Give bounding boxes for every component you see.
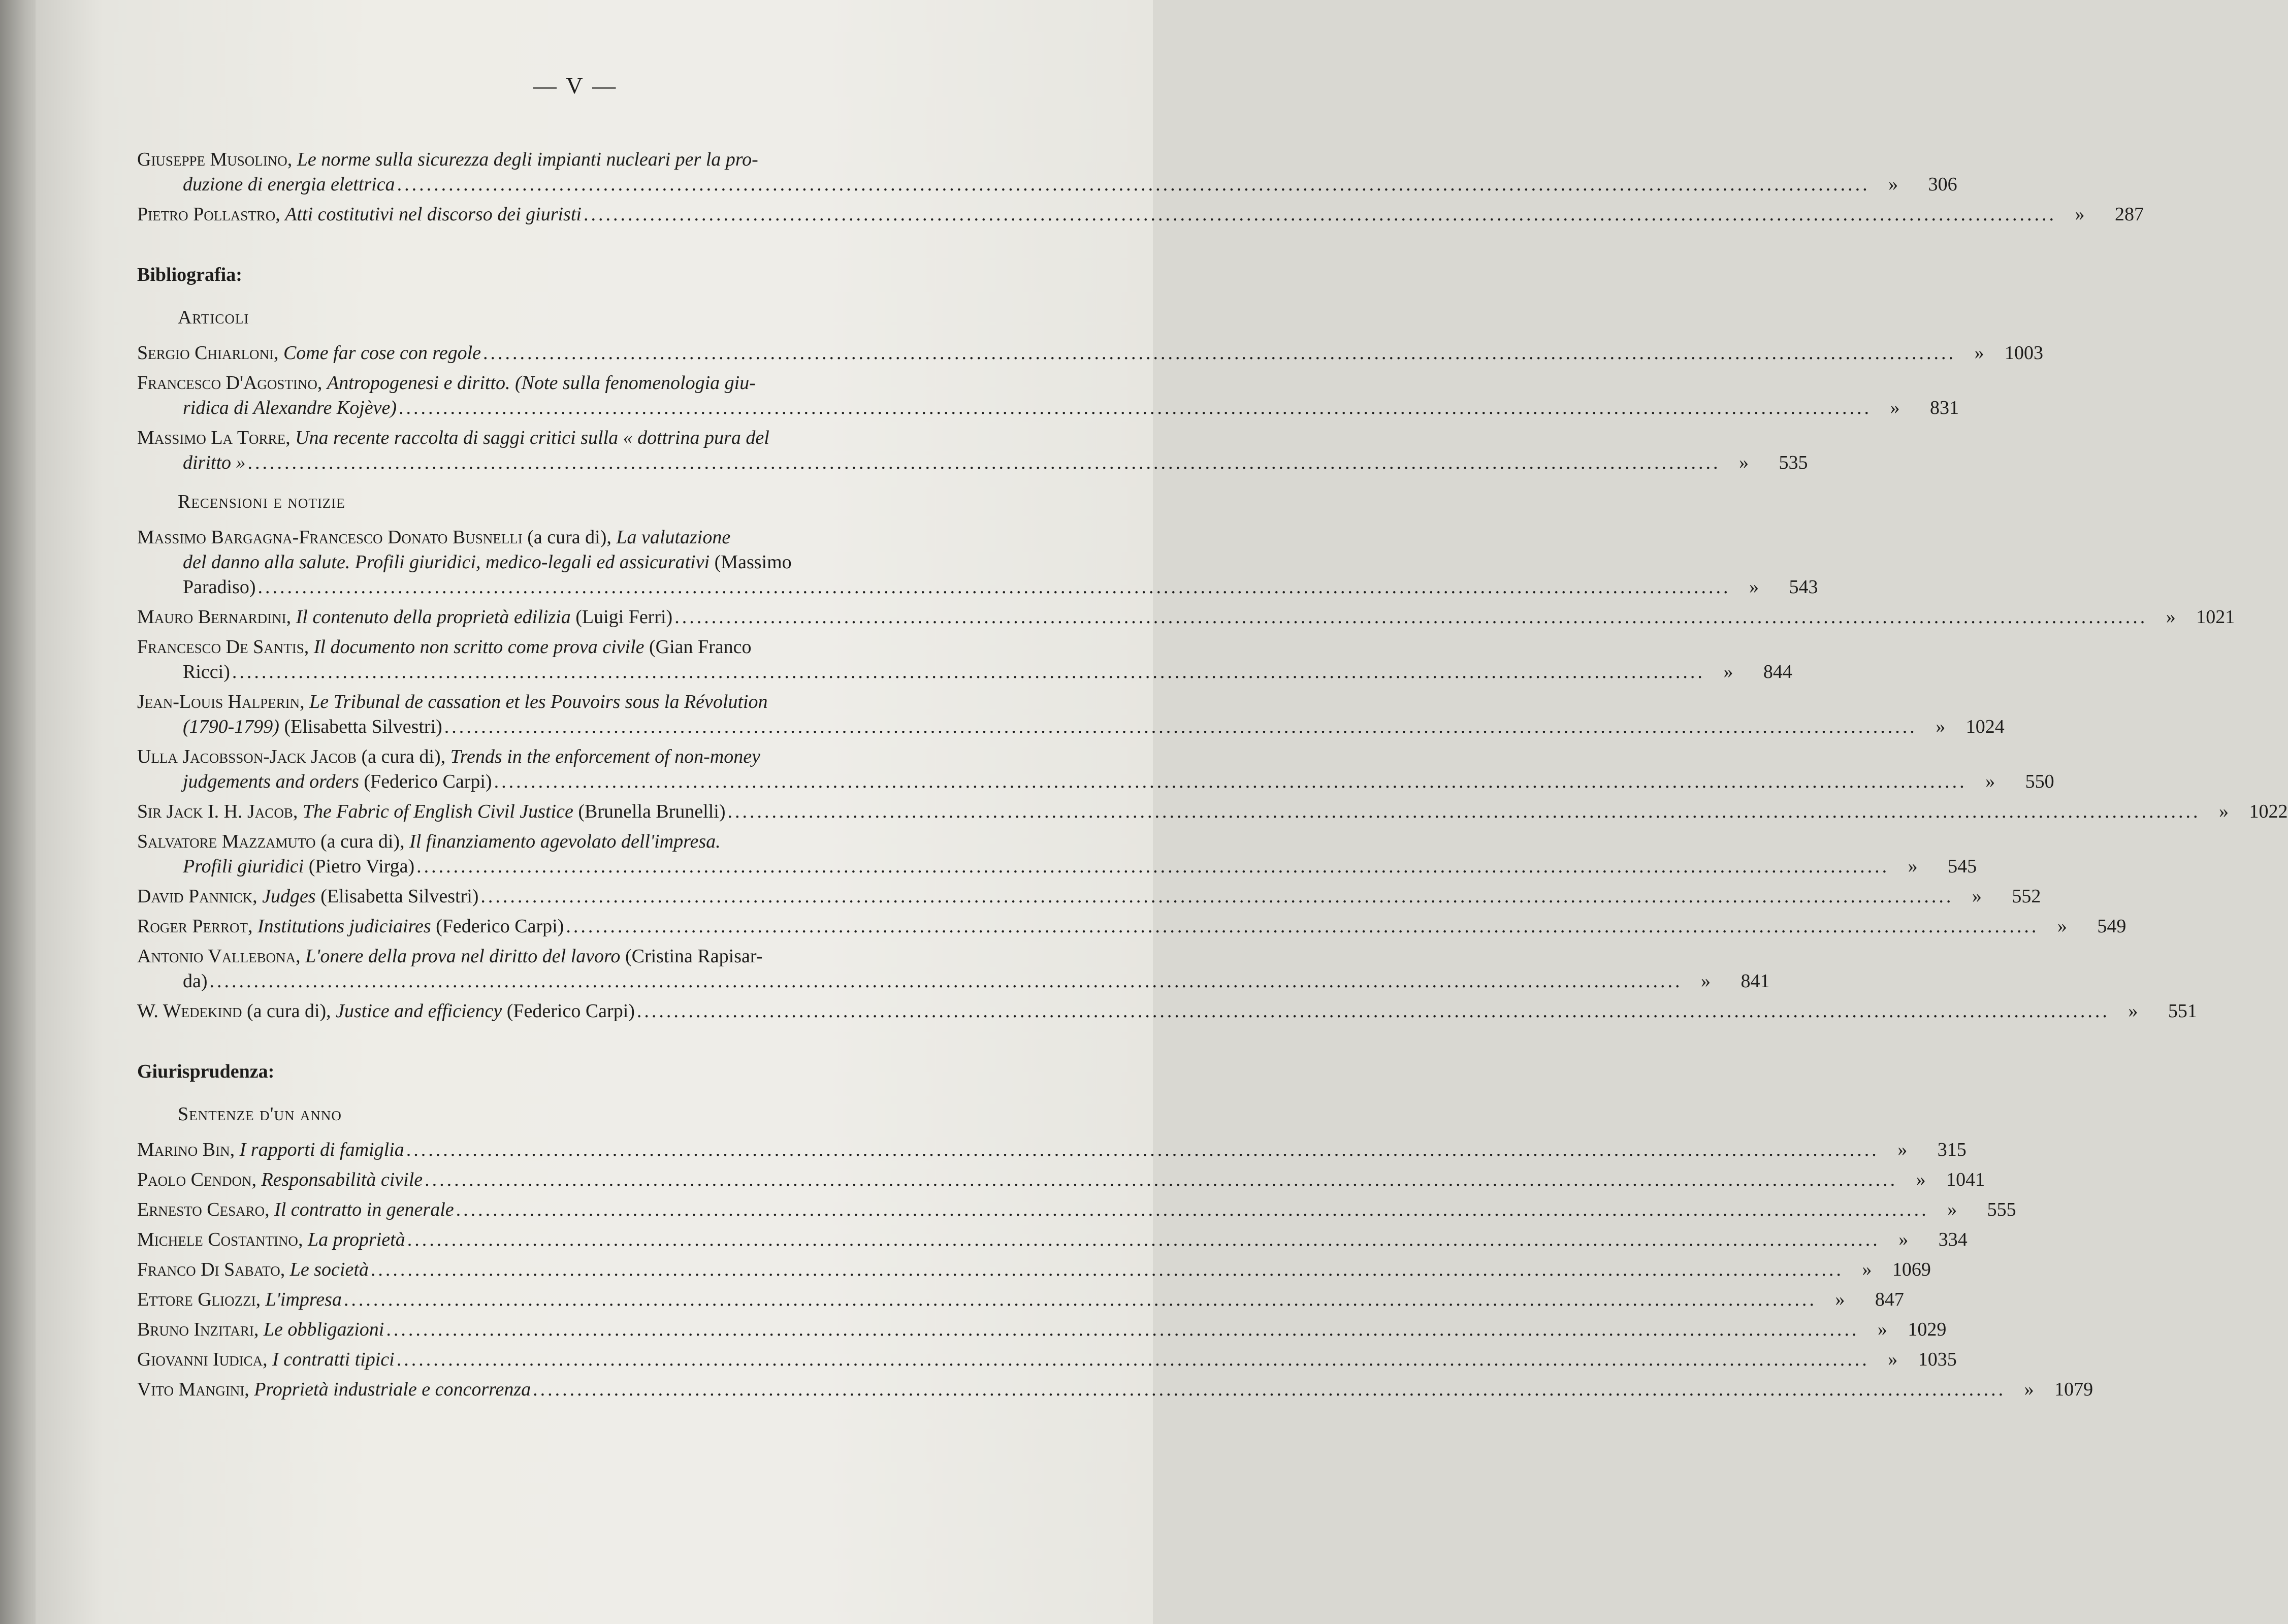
ditto-mark: »	[2024, 1379, 2034, 1400]
entry-line	[137, 660, 1792, 685]
dot-leader	[369, 1257, 1844, 1282]
entry-text: Franco Di Sabato, Le società	[137, 1259, 369, 1280]
dot-leader	[404, 1138, 1879, 1162]
author-name: Franco Di Sabato	[137, 1259, 280, 1280]
toc-entry[interactable]	[137, 829, 1977, 879]
toc-entry[interactable]	[137, 1197, 2016, 1222]
page-number: 847	[1875, 1289, 1904, 1310]
toc-entry[interactable]	[137, 944, 1770, 994]
dot-leader	[492, 769, 1967, 794]
ditto-mark: »	[1972, 886, 1982, 907]
entry-line: Massimo Bargagna-Francesco Donato Busnelli (a cura di), La valutazione	[137, 527, 731, 548]
dot-leader	[442, 714, 1917, 739]
dot-leader	[478, 884, 1953, 909]
toc-entry[interactable]	[137, 635, 1792, 685]
entry-text: ridica di Alexandre Kojève)	[183, 397, 397, 418]
entry-text: Paolo Cendon, Responsabilità civile	[137, 1169, 423, 1190]
ditto-mark: »	[1890, 397, 1900, 418]
entry-line	[137, 450, 1808, 475]
author-name: Antonio Vallebona	[137, 946, 296, 967]
author-name: Giuseppe Musolino	[137, 149, 287, 170]
dot-leader	[397, 396, 1872, 420]
page-number: 334	[1938, 1229, 1968, 1250]
entry-text: Paradiso)	[183, 576, 256, 598]
toc-entry[interactable]	[137, 1317, 1947, 1342]
page-number: 543	[1789, 576, 1818, 598]
toc-entry[interactable]	[137, 1287, 1904, 1312]
ditto-mark: »	[1701, 970, 1711, 992]
toc-entry[interactable]	[137, 799, 2288, 824]
dot-leader	[414, 854, 1889, 879]
entry-text: duzione di energia elettrica	[183, 174, 395, 195]
toc-entry[interactable]	[137, 605, 2235, 630]
toc-entry[interactable]	[137, 1347, 1957, 1372]
entry-line: Giuseppe Musolino, Le norme sulla sicurezza degli impianti nucleari per la pro-	[137, 149, 758, 170]
author-name: Marino Bin	[137, 1139, 230, 1160]
author-name: Jean-Louis Halperin	[137, 691, 300, 712]
ditto-mark: »	[1947, 1199, 1957, 1220]
entry-line: Jean-Louis Halperin, Le Tribunal de cassation et les Pouvoirs sous la Révolution	[137, 691, 768, 712]
entry-line: Francesco De Santis, Il documento non scritto come prova civile (Gian Franco	[137, 636, 752, 658]
entry-line	[137, 769, 2054, 794]
toc-entry[interactable]	[137, 1227, 1968, 1252]
ditto-mark: »	[2128, 1000, 2138, 1022]
toc-entry[interactable]	[137, 884, 2041, 909]
toc-entry[interactable]	[137, 202, 2144, 227]
author-name: Ettore Gliozzi	[137, 1289, 256, 1310]
entry-text: Mauro Bernardini, Il contenuto della proprietà edilizia (Luigi Ferri)	[137, 606, 673, 628]
entry-line	[137, 172, 1957, 197]
page-number: 306	[1928, 174, 1957, 195]
ditto-mark: »	[2166, 606, 2176, 628]
page-number: 1029	[1908, 1319, 1947, 1340]
ditto-mark: »	[1916, 1169, 1926, 1190]
entry-line	[137, 854, 1977, 879]
dot-leader	[342, 1287, 1817, 1312]
dot-leader	[384, 1317, 1859, 1342]
dot-leader	[208, 969, 1683, 994]
page-number: 1024	[1965, 716, 2005, 737]
ditto-mark: »	[1862, 1259, 1872, 1280]
page-number: 555	[1987, 1199, 2016, 1220]
entry-text: diritto »	[183, 452, 246, 473]
entry-line	[137, 1287, 1904, 1312]
entry-line	[137, 1167, 1985, 1192]
page-number: 844	[1763, 661, 1792, 683]
toc-entry[interactable]	[137, 525, 1818, 600]
ditto-mark: »	[1985, 771, 1995, 792]
toc-entry[interactable]	[137, 1167, 1985, 1192]
page-number: 1021	[2196, 606, 2235, 628]
page-folio: — V —	[533, 73, 618, 99]
ditto-mark: »	[1749, 576, 1759, 598]
dot-leader	[635, 999, 2110, 1024]
author-name: Giovanni Iudica	[137, 1349, 263, 1370]
author-name: Salvatore Mazzamuto	[137, 831, 316, 852]
author-name: Massimo Bargagna-Francesco Donato Busnelli	[137, 527, 523, 548]
toc-entry[interactable]	[137, 1138, 1967, 1162]
author-name: Sir Jack I. H. Jacob	[137, 801, 293, 822]
dot-leader	[582, 202, 2056, 227]
author-name: Pietro Pollastro	[137, 204, 276, 225]
entry-line	[137, 575, 1818, 600]
entry-text: Profili giuridici (Pietro Virga)	[183, 856, 415, 877]
entry-text: Bruno Inzitari, Le obbligazioni	[137, 1319, 384, 1340]
page-number: 550	[2025, 771, 2054, 792]
entry-line	[137, 605, 2235, 630]
entry-text: W. Wedekind (a cura di), Justice and efficiency (Federico Carpi)	[137, 1000, 635, 1022]
toc-entry[interactable]	[137, 744, 2054, 794]
author-name: Vito Mangini	[137, 1379, 245, 1400]
dot-leader	[564, 914, 2039, 939]
author-name: W. Wedekind	[137, 1000, 242, 1022]
page-number: 315	[1937, 1139, 1967, 1160]
entry-text: Sir Jack I. H. Jacob, The Fabric of English Civil Justice (Brunella Brunelli)	[137, 801, 726, 822]
entry-text: Michele Costantino, La proprietà	[137, 1229, 405, 1250]
ditto-mark: »	[2075, 204, 2085, 225]
author-name: Michele Costantino	[137, 1229, 298, 1250]
dot-leader	[423, 1167, 1897, 1192]
dot-leader	[531, 1377, 2006, 1402]
entry-line	[137, 1377, 2093, 1402]
table-of-contents	[137, 147, 2288, 1407]
entry-text: Marino Bin, I rapporti di famiglia	[137, 1139, 404, 1160]
toc-entry[interactable]	[137, 341, 2044, 366]
entry-line	[137, 1317, 1947, 1342]
author-name: Mauro Bernardini	[137, 606, 286, 628]
page-number: 841	[1741, 970, 1770, 992]
subsection-heading: Articoli	[178, 307, 249, 328]
entry-line: Massimo La Torre, Una recente raccolta di saggi critici sulla « dottrina pura del	[137, 427, 769, 448]
toc-entry[interactable]	[137, 1257, 1931, 1282]
entry-line: del danno alla salute. Profili giuridici, medico-legali ed assicurativi (Massimo	[183, 551, 792, 573]
entry-text: David Pannick, Judges (Elisabetta Silvestri)	[137, 886, 479, 907]
dot-leader	[454, 1197, 1929, 1222]
page-number: 549	[2097, 916, 2126, 937]
author-name: Ulla Jacobsson-Jack Jacob	[137, 746, 357, 767]
author-name: Bruno Inzitari	[137, 1319, 254, 1340]
entry-line	[137, 799, 2288, 824]
toc-entry[interactable]	[137, 426, 1808, 475]
subsection-heading: Sentenze d'un anno	[178, 1103, 342, 1125]
entry-text: Ricci)	[183, 661, 230, 683]
entry-text: da)	[183, 970, 208, 992]
page-number: 1079	[2054, 1379, 2093, 1400]
page-number: 535	[1779, 452, 1808, 473]
entry-line	[137, 969, 1770, 994]
author-name: Sergio Chiarloni	[137, 342, 274, 364]
entry-line	[137, 396, 1959, 420]
ditto-mark: »	[1888, 1349, 1898, 1370]
page-number: 545	[1948, 856, 1977, 877]
toc-entry[interactable]	[137, 371, 1959, 420]
entry-line: Francesco D'Agostino, Antropogenesi e diritto. (Note sulla fenomenologia giu-	[137, 372, 756, 394]
toc-entry[interactable]	[137, 1377, 2093, 1402]
entry-line	[137, 1347, 1957, 1372]
ditto-mark: »	[1974, 342, 1984, 364]
entry-text: Roger Perrot, Institutions judiciaires (Federico Carpi)	[137, 916, 564, 937]
page-number: 1035	[1918, 1349, 1957, 1370]
toc-entry[interactable]	[137, 999, 2197, 1024]
entry-line	[137, 1138, 1967, 1162]
entry-line	[137, 999, 2197, 1024]
dot-leader	[405, 1227, 1880, 1252]
author-name: Francesco D'Agostino	[137, 372, 317, 394]
ditto-mark: »	[1723, 661, 1733, 683]
ditto-mark: »	[2219, 801, 2229, 822]
page-number: 1003	[2005, 342, 2044, 364]
page-number: 1069	[1892, 1259, 1931, 1280]
page-number: 1041	[1946, 1169, 1985, 1190]
page-number: 1022	[2249, 801, 2288, 822]
page-number: 287	[2114, 204, 2144, 225]
author-name: Francesco De Santis	[137, 636, 304, 658]
author-name: Ernesto Cesaro	[137, 1199, 265, 1220]
dot-leader	[230, 660, 1705, 685]
author-name: Paolo Cendon	[137, 1169, 252, 1190]
ditto-mark: »	[1739, 452, 1749, 473]
toc-entry[interactable]	[137, 914, 2126, 939]
section-heading: Bibliografia:	[137, 264, 242, 285]
entry-line	[137, 714, 2005, 739]
ditto-mark: »	[1897, 1139, 1908, 1160]
entry-text: Ernesto Cesaro, Il contratto in generale	[137, 1199, 454, 1220]
dot-leader	[246, 450, 1721, 475]
ditto-mark: »	[1877, 1319, 1887, 1340]
page-number: 551	[2168, 1000, 2197, 1022]
subsection-heading: Recensioni e notizie	[178, 491, 345, 512]
page-number: 831	[1930, 397, 1959, 418]
entry-line: Antonio Vallebona, L'onere della prova nel diritto del lavoro (Cristina Rapisar-	[137, 946, 763, 967]
toc-entry[interactable]	[137, 690, 2005, 739]
entry-text: Vito Mangini, Proprietà industriale e concorrenza	[137, 1379, 531, 1400]
entry-text: Sergio Chiarloni, Come far cose con regole	[137, 342, 481, 364]
entry-line	[137, 1257, 1931, 1282]
dot-leader	[256, 575, 1731, 600]
entry-line	[137, 202, 2144, 227]
entry-text: Giovanni Iudica, I contratti tipici	[137, 1349, 395, 1370]
dot-leader	[726, 799, 2201, 824]
entry-line	[137, 1227, 1968, 1252]
toc-entry[interactable]	[137, 147, 1957, 197]
ditto-mark: »	[1908, 856, 1918, 877]
ditto-mark: »	[1936, 716, 1946, 737]
dot-leader	[672, 605, 2147, 630]
entry-line	[137, 1197, 2016, 1222]
entry-text: judgements and orders (Federico Carpi)	[183, 771, 492, 792]
section-heading: Giurisprudenza:	[137, 1061, 275, 1082]
entry-text: Ettore Gliozzi, L'impresa	[137, 1289, 342, 1310]
entry-line	[137, 914, 2126, 939]
author-name: Massimo La Torre	[137, 427, 286, 448]
author-name: Roger Perrot	[137, 916, 248, 937]
dot-leader	[481, 341, 1956, 366]
entry-text: Pietro Pollastro, Atti costitutivi nel discorso dei giuristi	[137, 204, 582, 225]
dot-leader	[395, 172, 1870, 197]
entry-line	[137, 884, 2041, 909]
entry-line	[137, 341, 2044, 366]
page-number: 552	[2012, 886, 2041, 907]
entry-text: (1790-1799) (Elisabetta Silvestri)	[183, 716, 442, 737]
dot-leader	[395, 1347, 1870, 1372]
ditto-mark: »	[1888, 174, 1898, 195]
ditto-mark: »	[1898, 1229, 1909, 1250]
ditto-mark: »	[2057, 916, 2067, 937]
author-name: David Pannick	[137, 886, 253, 907]
entry-line: Salvatore Mazzamuto (a cura di), Il finanziamento agevolato dell'impresa.	[137, 831, 721, 852]
entry-line: Ulla Jacobsson-Jack Jacob (a cura di), Trends in the enforcement of non-money	[137, 746, 760, 767]
ditto-mark: »	[1835, 1289, 1845, 1310]
